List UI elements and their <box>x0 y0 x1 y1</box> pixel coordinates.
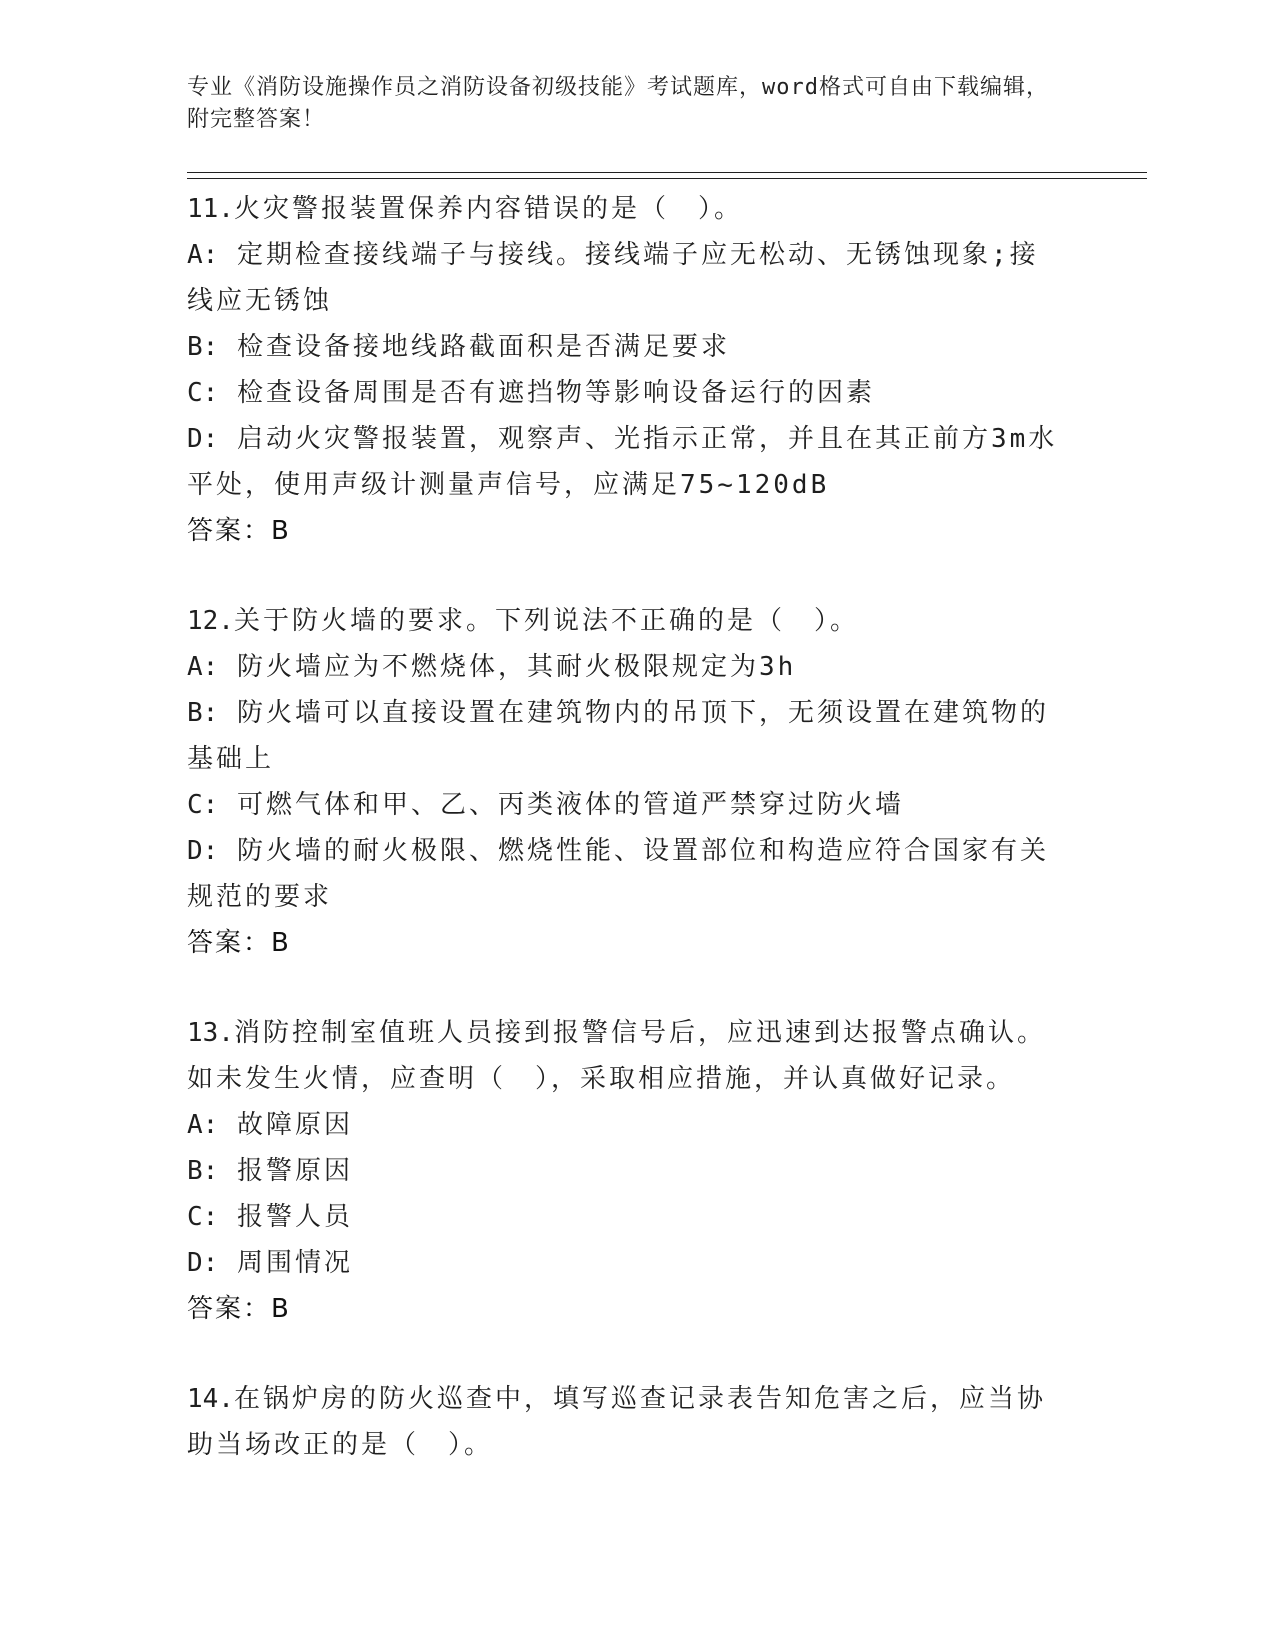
option-label: A: <box>187 1110 219 1140</box>
option-a <box>187 1102 1067 1148</box>
question-number: 13. <box>187 1018 234 1048</box>
option-text: 报警人员 <box>236 1202 353 1232</box>
answer-line: 答案：B <box>187 1294 291 1324</box>
option-label: C: <box>187 1202 219 1232</box>
option-label: D: <box>187 424 219 454</box>
option-d <box>187 1240 1067 1286</box>
header-intro: 专业《消防设施操作员之消防设备初级技能》考试题库，word格式可自由下载编辑，附完整答案！ <box>187 75 1049 132</box>
question-text: 火灾警报装置保养内容错误的是（ ）。 <box>233 194 743 224</box>
question-number: 12. <box>187 606 234 636</box>
question-stem <box>187 598 1067 644</box>
option-label: B: <box>187 332 219 362</box>
question-text: 关于防火墙的要求。下列说法不正确的是（ ）。 <box>233 606 859 636</box>
option-d <box>187 416 1067 508</box>
question-list <box>187 186 1067 1512</box>
question-stem <box>187 1010 1067 1102</box>
option-a <box>187 644 1067 690</box>
question-stem <box>187 186 1067 232</box>
option-text: 周围情况 <box>236 1248 353 1278</box>
option-text: 防火墙应为不燃烧体，其耐火极限规定为3h <box>236 652 797 682</box>
question-12 <box>187 598 1067 966</box>
option-text: 检查设备周围是否有遮挡物等影响设备运行的因素 <box>236 378 875 408</box>
option-text: 启动火灾警报装置，观察声、光指示正常，并且在其正前方3m水平处，使用声级计测量声信号，应满足75~120dB <box>187 424 1058 500</box>
option-b <box>187 324 1067 370</box>
option-c <box>187 370 1067 416</box>
option-label: B: <box>187 1156 219 1186</box>
option-label: A: <box>187 240 219 270</box>
question-text: 消防控制室值班人员接到报警信号后，应迅速到达报警点确认。如未发生火情，应查明（ ），采取相应措施，并认真做好记录。 <box>187 1018 1046 1094</box>
option-b <box>187 690 1067 782</box>
option-c <box>187 1194 1067 1240</box>
question-14 <box>187 1376 1067 1468</box>
option-text: 报警原因 <box>236 1156 353 1186</box>
question-number: 11. <box>187 194 234 224</box>
header-rule-bottom <box>187 178 1147 179</box>
option-label: C: <box>187 378 219 408</box>
option-label: B: <box>187 698 219 728</box>
question-text: 在锅炉房的防火巡查中，填写巡查记录表告知危害之后，应当协助当场改正的是（ ）。 <box>187 1384 1046 1460</box>
question-13 <box>187 1010 1067 1332</box>
option-text: 防火墙可以直接设置在建筑物内的吊顶下，无须设置在建筑物的基础上 <box>187 698 1049 774</box>
question-stem <box>187 1376 1067 1468</box>
answer-line: 答案：B <box>187 928 291 958</box>
option-c <box>187 782 1067 828</box>
option-label: A: <box>187 652 219 682</box>
option-text: 可燃气体和甲、乙、丙类液体的管道严禁穿过防火墙 <box>236 790 904 820</box>
option-text: 故障原因 <box>236 1110 353 1140</box>
option-text: 定期检查接线端子与接线。接线端子应无松动、无锈蚀现象;接线应无锈蚀 <box>187 240 1039 316</box>
option-d <box>187 828 1067 920</box>
option-label: D: <box>187 1248 219 1278</box>
option-a <box>187 232 1067 324</box>
option-label: C: <box>187 790 219 820</box>
header-rule-top <box>187 172 1147 173</box>
option-b <box>187 1148 1067 1194</box>
question-11 <box>187 186 1067 554</box>
question-number: 14. <box>187 1384 234 1414</box>
option-text: 检查设备接地线路截面积是否满足要求 <box>236 332 730 362</box>
option-label: D: <box>187 836 219 866</box>
answer-line: 答案：B <box>187 516 291 546</box>
option-text: 防火墙的耐火极限、燃烧性能、设置部位和构造应符合国家有关规范的要求 <box>187 836 1049 912</box>
